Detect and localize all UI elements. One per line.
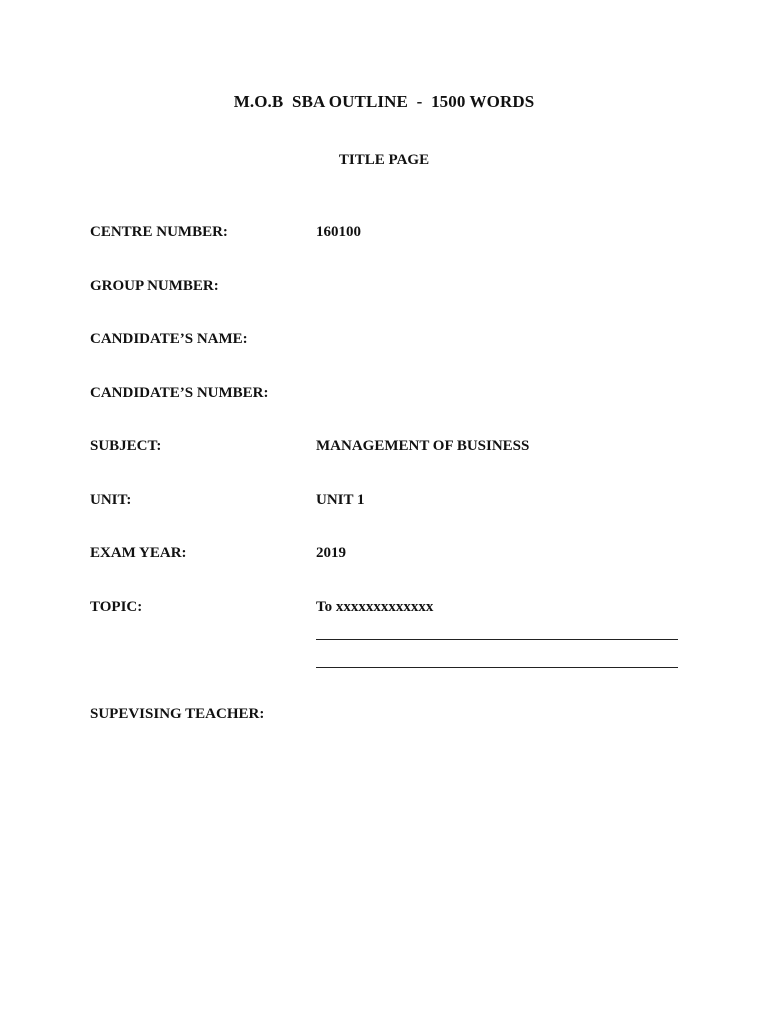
field-value: MANAGEMENT OF BUSINESS bbox=[316, 438, 530, 454]
field-candidate-name bbox=[90, 331, 690, 351]
field-group-number bbox=[90, 278, 690, 298]
field-label: CANDIDATE’S NUMBER: bbox=[90, 385, 269, 401]
field-value: 2019 bbox=[316, 545, 346, 561]
document-title: M.O.B SBA OUTLINE - 1500 WORDS bbox=[233, 92, 535, 111]
field-label: TOPIC: bbox=[90, 599, 143, 615]
field-value: 160100 bbox=[316, 224, 361, 240]
field-label: UNIT: bbox=[90, 492, 132, 508]
document-subtitle bbox=[0, 152, 768, 169]
field-centre-number bbox=[90, 224, 690, 244]
field-value: To xxxxxxxxxxxxx bbox=[316, 599, 434, 615]
topic-blank-line bbox=[316, 639, 678, 640]
field-label: SUBJECT: bbox=[90, 438, 162, 454]
topic-blank-line bbox=[316, 667, 678, 668]
field-label: CANDIDATE’S NAME: bbox=[90, 331, 248, 347]
field-label: CENTRE NUMBER: bbox=[90, 224, 228, 240]
field-exam-year bbox=[90, 545, 690, 565]
field-subject bbox=[90, 438, 690, 458]
subtitle-text: TITLE PAGE bbox=[338, 152, 430, 168]
field-topic bbox=[90, 599, 690, 619]
field-value: UNIT 1 bbox=[316, 492, 365, 508]
field-label: SUPEVISING TEACHER: bbox=[90, 706, 265, 722]
field-label: GROUP NUMBER: bbox=[90, 278, 219, 294]
field-label: EXAM YEAR: bbox=[90, 545, 187, 561]
field-unit bbox=[90, 492, 690, 512]
field-supervising-teacher bbox=[90, 706, 690, 726]
field-candidate-number bbox=[90, 385, 690, 405]
